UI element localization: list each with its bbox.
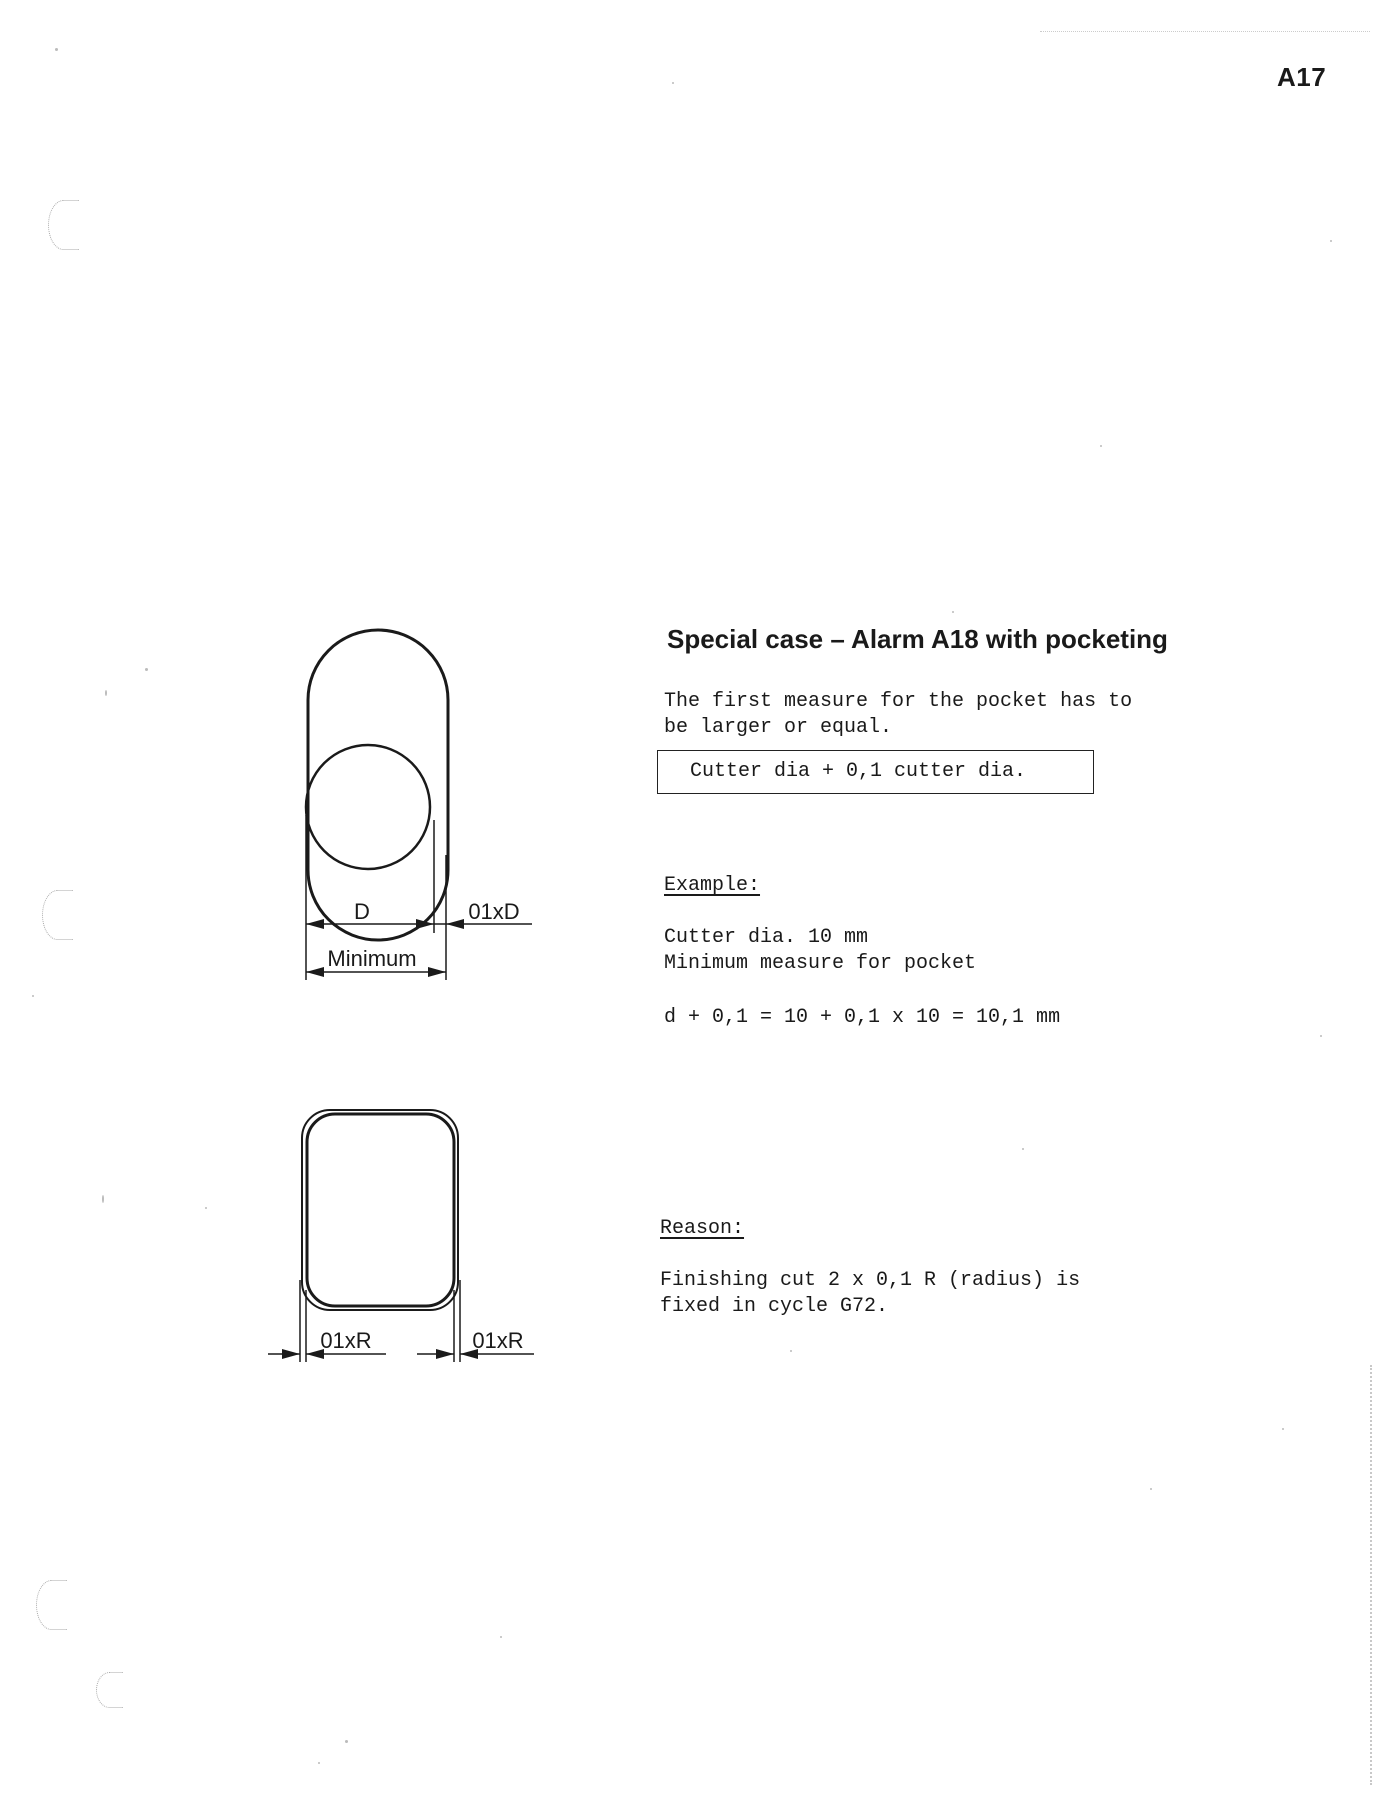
- reason-line-2: fixed in cycle G72.: [660, 1295, 889, 1318]
- dimension-label-01xd: 01xD: [468, 899, 520, 924]
- example-calculation: d + 0,1 = 10 + 0,1 x 10 = 10,1 mm: [664, 1006, 1061, 1029]
- dimension-label-left: 01xR: [320, 1328, 372, 1353]
- scan-edge-right: [1370, 1365, 1372, 1785]
- intro-line-1: The first measure for the pocket has to: [664, 690, 1133, 713]
- rect-pocket-figure: [262, 1100, 542, 1370]
- scan-edge-top: [1040, 31, 1370, 32]
- formula-text: Cutter dia + 0,1 cutter dia.: [690, 760, 1027, 783]
- binder-hole-mark: [42, 890, 73, 940]
- binder-hole-mark: [96, 1672, 123, 1708]
- binder-hole-mark: [36, 1580, 67, 1630]
- reason-line-1: Finishing cut 2 x 0,1 R (radius) is: [660, 1269, 1081, 1292]
- dimension-label-right: 01xR: [472, 1328, 524, 1353]
- cutter-circle: [306, 745, 430, 869]
- example-line-1: Cutter dia. 10 mm: [664, 926, 869, 949]
- reason-label: Reason:: [660, 1217, 745, 1240]
- dimension-label-d: D: [354, 899, 370, 924]
- example-label: Example:: [664, 874, 761, 897]
- slot-pocket-figure: [270, 615, 540, 985]
- intro-line-2: be larger or equal.: [664, 716, 893, 739]
- pocket-outline-outer: [302, 1110, 458, 1310]
- binder-hole-mark: [48, 200, 79, 250]
- section-heading: Special case – Alarm A18 with pocketing: [667, 624, 1168, 654]
- dimension-label-minimum: Minimum: [327, 946, 417, 971]
- pocket-outline-inner: [307, 1114, 454, 1306]
- example-line-2: Minimum measure for pocket: [664, 952, 977, 975]
- page-number: A17: [1277, 62, 1327, 92]
- formula-box: [657, 750, 1094, 794]
